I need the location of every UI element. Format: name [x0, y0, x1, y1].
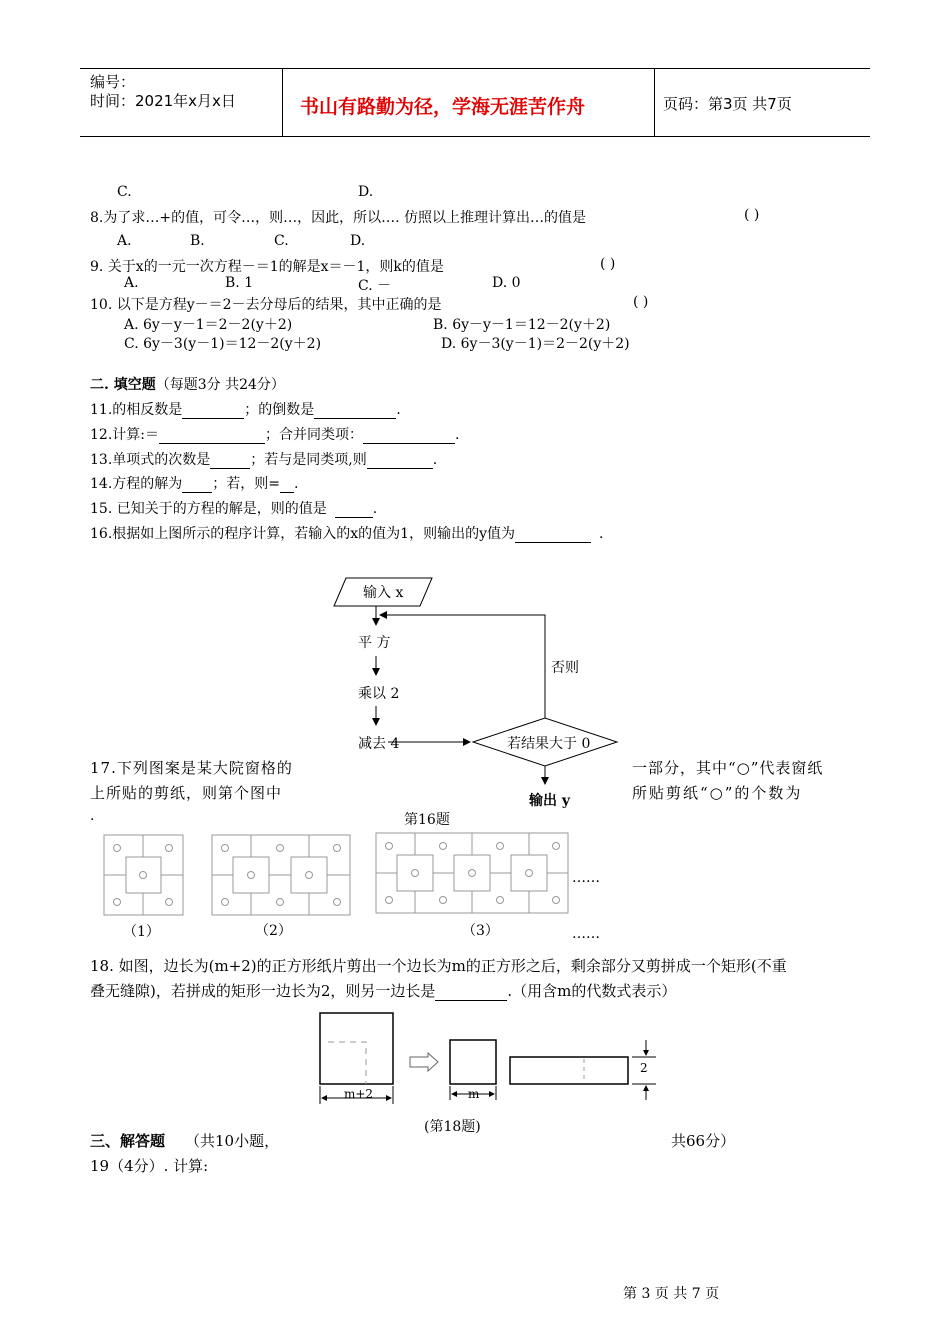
q18-cut-line [328, 1042, 366, 1084]
q16-text-a: 16.根据如上图所示的程序计算，若输入的x的值为1，则输出的y值为 [90, 526, 515, 542]
q18-label-small: m [468, 1087, 480, 1101]
time-label: 时间：2021年x月x日 [90, 92, 236, 110]
flowchart-caption: 第16题 [404, 812, 450, 828]
section2-title: 二. 填空题 [90, 377, 156, 393]
q12-text-b: ；合并同类项： [264, 427, 363, 443]
q18-transform-arrow [410, 1053, 438, 1071]
q17-line2-left: 上所贴的剪纸，则第个图中 [90, 784, 283, 802]
q14-text-b: ；若，则= [212, 476, 280, 492]
flowchart-input-text: 输入 x [363, 585, 404, 601]
q17-line3: . [90, 808, 95, 824]
q11-text-b: ；的倒数是 [244, 402, 315, 418]
q18-line1: 18. 如图，边长为(m+2)的正方形纸片剪出一个边长为m的正方形之后，剩余部分又剪拼成一个矩形(不重 [90, 957, 787, 975]
q18-caption: (第18题) [424, 1119, 481, 1135]
q11-text-a: 11.的相反数是 [90, 402, 183, 418]
q7-option-d: D. [358, 184, 374, 200]
footer-page: 第 3 页 共 7 页 [623, 1286, 720, 1302]
q12-text-a: 12.计算:＝ [90, 427, 159, 443]
flowchart-otherwise-text: 否则 [551, 660, 579, 676]
q18-small-square [450, 1040, 496, 1084]
q15-text-a: 15. 已知关于的方程的解是，则的值是 [90, 501, 327, 517]
section3-title: 三、解答题 [90, 1132, 166, 1150]
q10-option-d: D. 6y－3(y－1)＝2－2(y＋2) [441, 336, 630, 352]
section2-note: （每题3分 共24分） [155, 377, 285, 393]
q8-paren: ( ) [744, 207, 760, 223]
q16-end: . [598, 526, 604, 542]
pattern-dots-1: …… [572, 870, 600, 886]
pattern-label-1: （1） [123, 924, 160, 940]
q9-option-d: D. 0 [492, 275, 521, 291]
q12-end: . [454, 427, 460, 443]
q9-paren: ( ) [600, 256, 616, 272]
q18-text-b: .（用含m的代数式表示） [507, 982, 677, 1000]
q13-end: . [432, 452, 438, 468]
q7-option-c: C. [117, 184, 132, 200]
pattern-label-3: （3） [462, 923, 499, 939]
q17-line1-right: 一部分，其中“○”代表窗纸 [632, 759, 824, 777]
q17-line1-left: 17.下列图案是某大院窗格的 [90, 759, 293, 777]
q10-option-a: A. 6y－y－1＝2－2(y＋2) [124, 317, 293, 333]
pattern-dots-2: …… [572, 926, 600, 942]
flowchart-output-text: 输出 y [529, 793, 571, 809]
q8-option-c: C. [274, 233, 289, 249]
q8-option-b: B. [190, 233, 205, 249]
pattern-label-2: （2） [255, 923, 292, 939]
q10-text: 10. 以下是方程y－＝2－去分母后的结果，其中正确的是 [90, 297, 442, 313]
q10-paren: ( ) [633, 294, 649, 310]
section3-heading [90, 1130, 279, 1151]
flowchart-subtract-text: 减去 4 [358, 736, 400, 752]
flowchart-condition-text: 若结果大于 0 [507, 736, 591, 752]
page-info: 页码：第3页 共7页 [663, 95, 792, 113]
number-label: 编号： [90, 73, 136, 91]
q9-option-c: C. － [358, 278, 392, 294]
q18-big-square [320, 1013, 393, 1084]
section3-total: 共66分） [671, 1132, 736, 1150]
q18-label-big: m+2 [344, 1087, 374, 1101]
q8-option-d: D. [350, 233, 366, 249]
q10-option-c: C. 6y－3(y－1)＝12－2(y＋2) [124, 336, 322, 352]
q8-option-a: A. [117, 233, 132, 249]
q10-option-b: B. 6y－y－1＝12－2(y＋2) [433, 317, 611, 333]
q9-option-b: B. 1 [225, 275, 254, 291]
section3-note: （共10小题， [185, 1132, 280, 1150]
q15-end: . [372, 501, 378, 517]
q14-text-a: 14.方程的解为 [90, 476, 183, 492]
q17-line2-right: 所贴剪纸“○”的个数为 [632, 784, 803, 802]
q9-option-a: A. [124, 275, 139, 291]
q9-text: 9. 关于x的一元一次方程－＝1的解是x＝－1，则k的值是 [90, 259, 444, 275]
flowchart-square-text: 平 方 [358, 635, 391, 651]
q13-text-b: ；若与是同类项,则 [250, 452, 367, 468]
q11-end: . [396, 402, 401, 418]
q18-text-a: 叠无缝隙)，若拼成的矩形一边长为2，则另一边长是 [90, 982, 436, 1000]
q13-text-a: 13.单项式的次数是 [90, 452, 211, 468]
q14-end: . [294, 476, 299, 492]
q18-label-two: 2 [640, 1061, 648, 1075]
motto: 书山有路勤为径，学海无涯苦作舟 [300, 96, 586, 118]
q19-text: 19（4分）. 计算: [90, 1157, 209, 1175]
flowchart-multiply-text: 乘以 2 [358, 686, 400, 702]
q18-rectangle [510, 1057, 628, 1084]
q8-text: 8.为了求…+的值，可令…，则…，因此，所以…. 仿照以上推理计算出…的值是 [90, 210, 586, 226]
